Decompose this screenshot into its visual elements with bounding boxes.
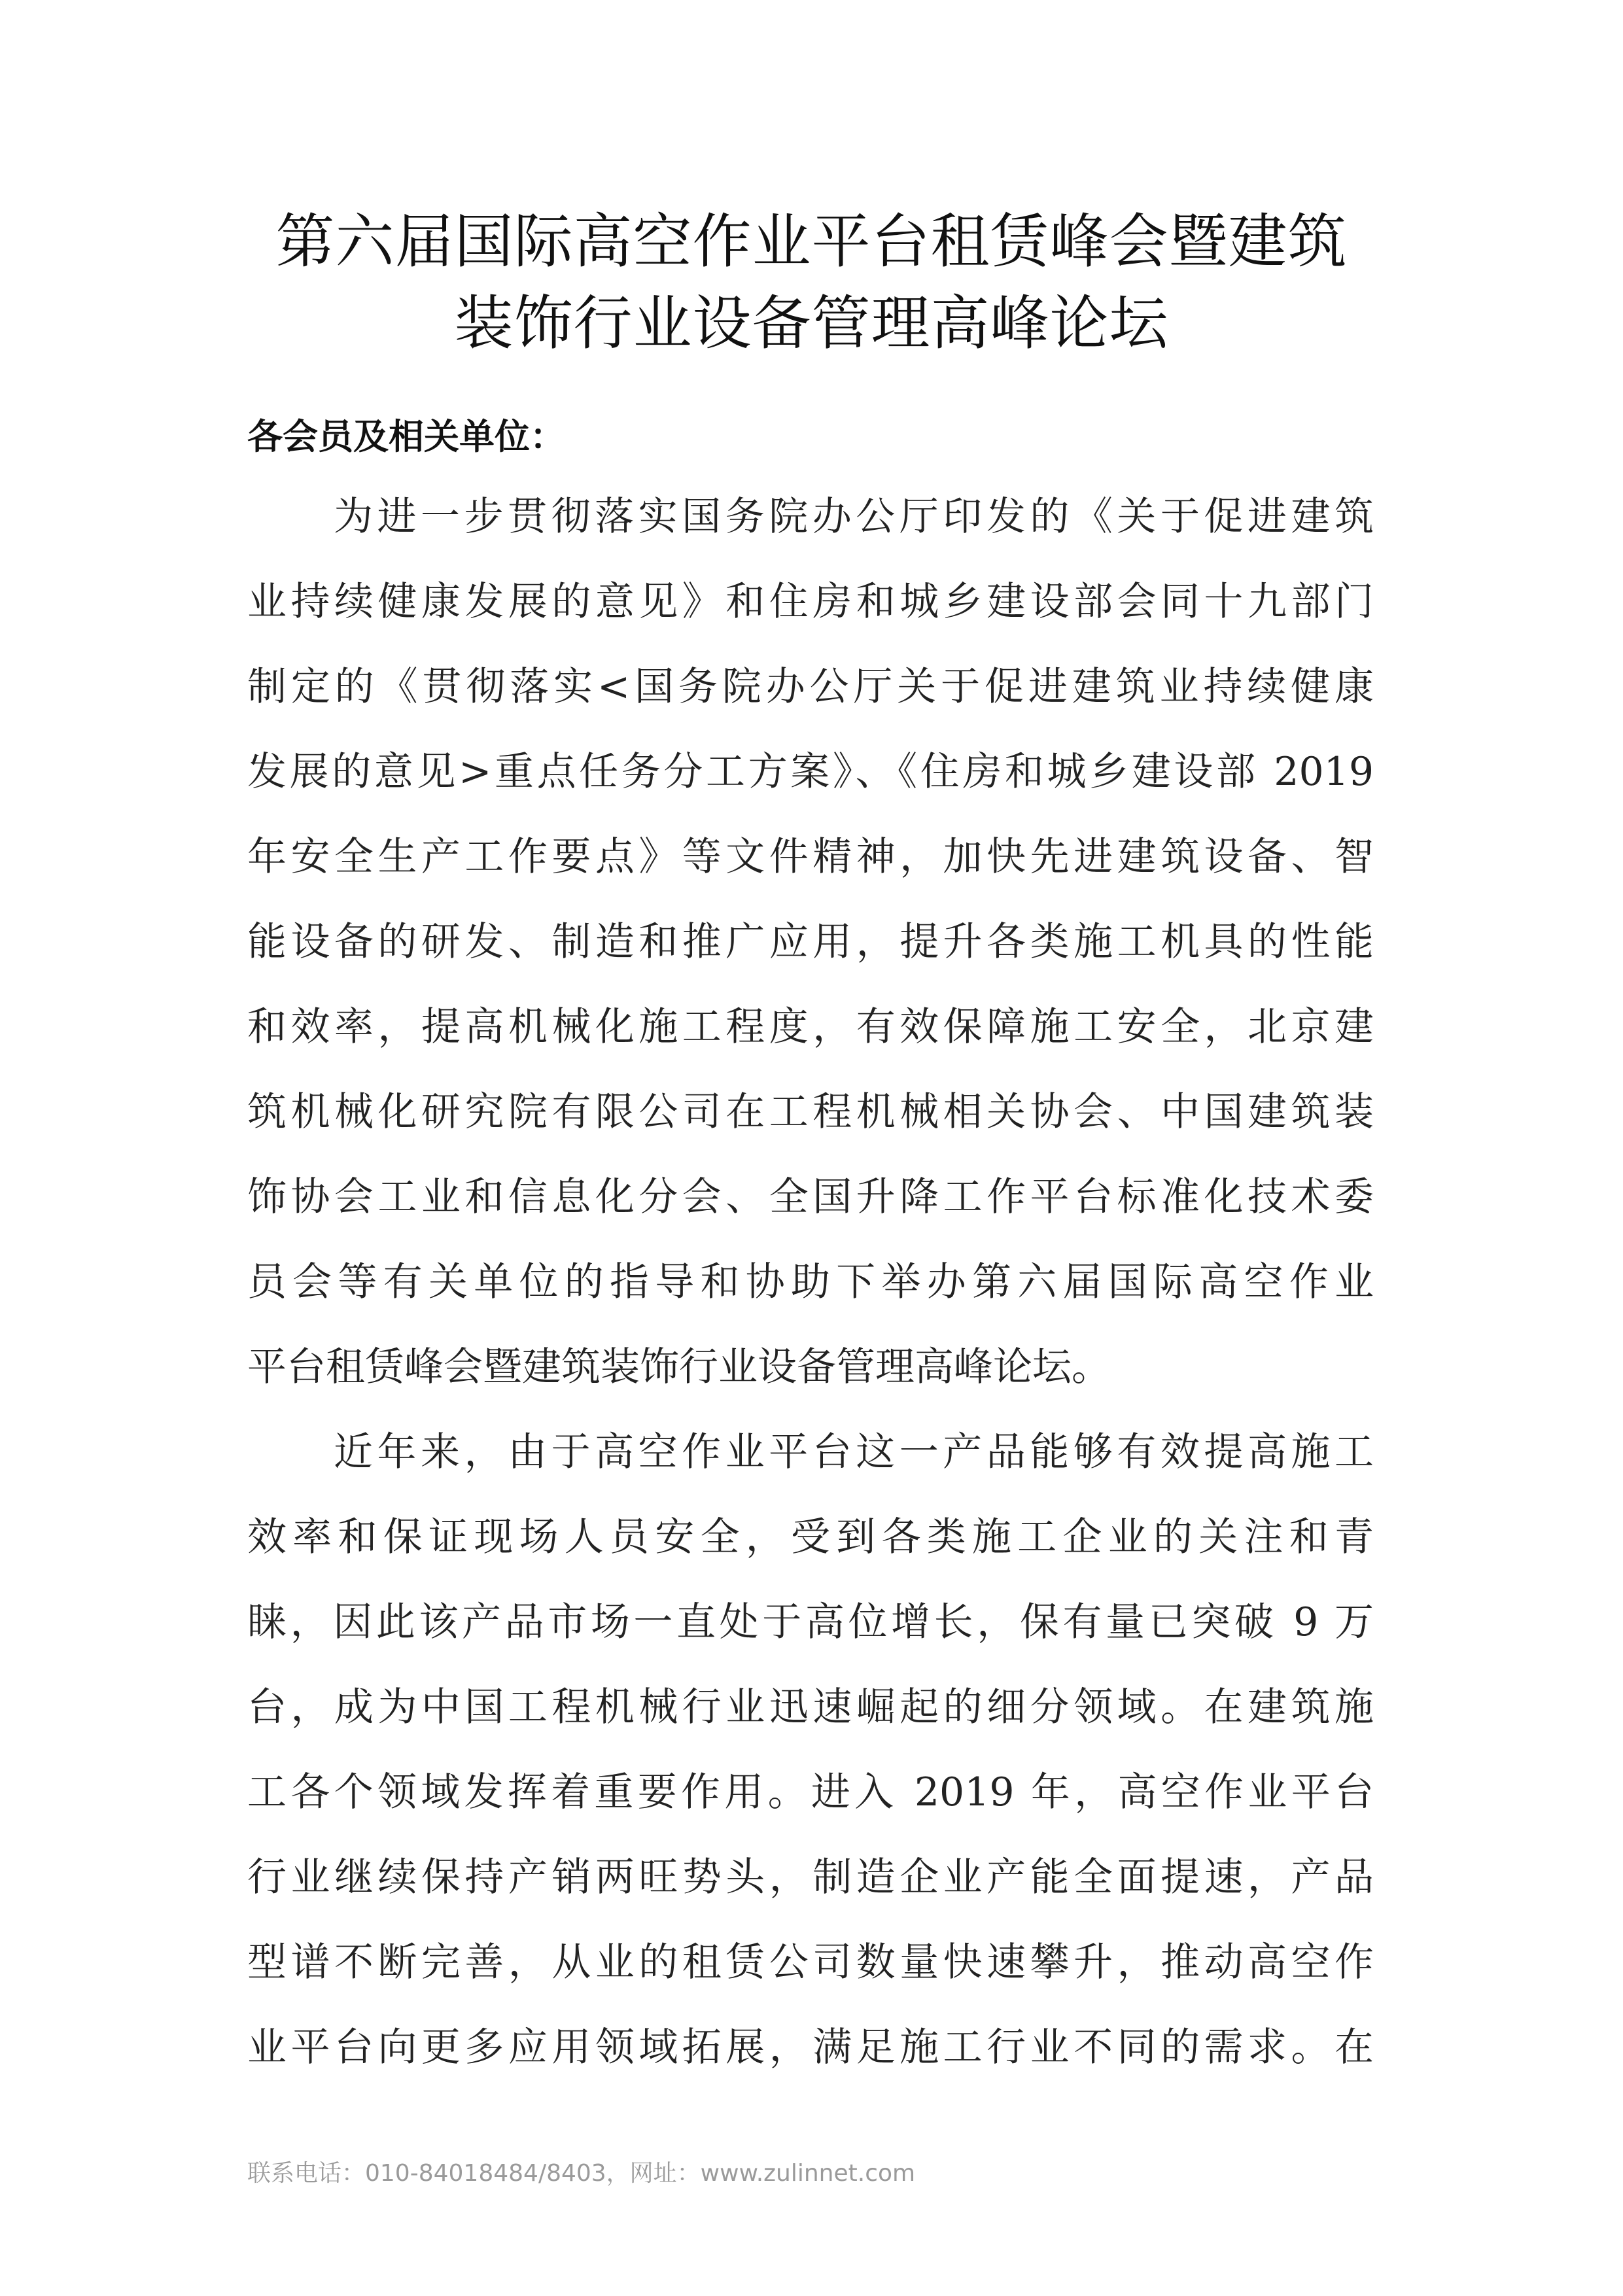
salutation: 各会员及相关单位： <box>247 416 565 457</box>
paragraph-line: 员会等有关单位的指导和协助下举办第六届国际高空作业 <box>247 1259 1374 1305</box>
paragraph-line: 和效率，提高机械化施工程度，有效保障施工安全，北京建 <box>247 1004 1374 1050</box>
paragraph-line: 发展的意见>重点任务分工方案》、《住房和城乡建设部 2019 <box>247 749 1374 795</box>
paragraph-line: 平台租赁峰会暨建筑装饰行业设备管理高峰论坛。 <box>247 1344 1111 1390</box>
document-title-line-1: 第六届国际高空作业平台租赁峰会暨建筑 <box>275 207 1348 276</box>
paragraph-line: 筑机械化研究院有限公司在工程机械相关协会、中国建筑装 <box>247 1089 1374 1135</box>
paragraph-line: 业持续健康发展的意见》和住房和城乡建设部会同十九部门 <box>247 579 1374 625</box>
paragraph-line: 效率和保证现场人员安全，受到各类施工企业的关注和青 <box>247 1514 1374 1560</box>
paragraph-line: 制定的《贯彻落实<国务院办公厅关于促进建筑业持续健康 <box>247 664 1374 710</box>
paragraph-line: 为进一步贯彻落实国务院办公厅印发的《关于促进建筑 <box>334 494 1374 540</box>
paragraph-line: 台，成为中国工程机械行业迅速崛起的细分领域。在建筑施 <box>247 1684 1374 1730</box>
paragraph-line: 近年来，由于高空作业平台这一产品能够有效提高施工 <box>334 1429 1374 1475</box>
paragraph-line: 饰协会工业和信息化分会、全国升降工作平台标准化技术委 <box>247 1174 1374 1220</box>
document-title-line-2: 装饰行业设备管理高峰论坛 <box>454 289 1169 358</box>
paragraph-line: 能设备的研发、制造和推广应用，提升各类施工机具的性能 <box>247 919 1374 965</box>
footer-contact: 联系电话：010-84018484/8403，网址：www.zulinnet.com <box>247 2160 916 2187</box>
paragraph-line: 工各个领域发挥着重要作用。进入 2019 年，高空作业平台 <box>247 1769 1374 1815</box>
paragraph-line: 睐，因此该产品市场一直处于高位增长，保有量已突破 9 万 <box>247 1599 1374 1645</box>
paragraph-line: 行业继续保持产销两旺势头，制造企业产能全面提速，产品 <box>247 1854 1374 1900</box>
paragraph-line: 年安全生产工作要点》等文件精神，加快先进建筑设备、智 <box>247 834 1374 880</box>
paragraph-line: 业平台向更多应用领域拓展，满足施工行业不同的需求。在 <box>247 2025 1374 2070</box>
paragraph-line: 型谱不断完善，从业的租赁公司数量快速攀升，推动高空作 <box>247 1939 1374 1985</box>
